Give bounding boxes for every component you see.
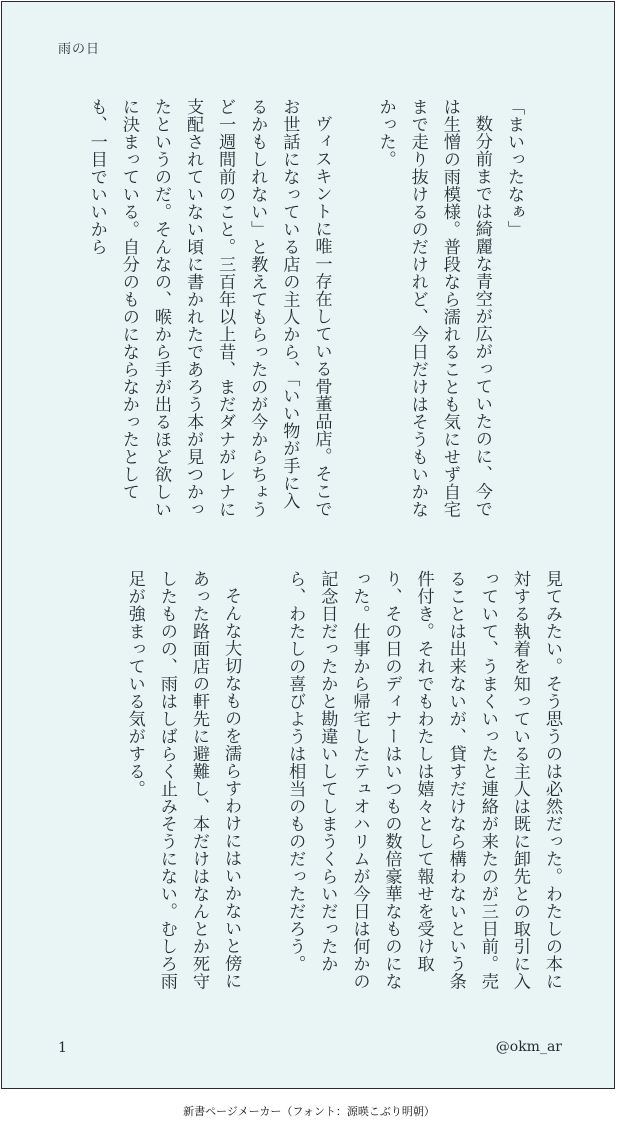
chapter-title: 雨の日	[58, 42, 101, 57]
lower-text-block	[50, 570, 568, 990]
paragraph: そんな大切なものを濡らすわけにはいかないと傍にあった路面店の軒先に避難し、本だけはなんとか死守したものの、雨はしばらく止みそうにない。むしろ雨足が強まっている気がする。	[124, 570, 242, 990]
paragraph: 数分前までは綺麗な青空が広がっていたのに、今では生憎の雨模様。普段なら濡れることも気にせず自宅まで走り抜けるのだけれど、今日だけはそうもいかなかった。	[375, 98, 492, 518]
page-number: 1	[58, 1040, 67, 1056]
author-handle: @okm_ar	[495, 1039, 562, 1055]
paragraph: ヴィスキントに唯一存在している骨董品店。そこでお世話になっている店の主人から、「いい物が手に入るかもしれない」と教えてもらったのが今からちょうど一週間前のこと。三百年以上昔、まだダナがレナに支配されていない頃に書かれたであろう本が見つかったというのだ。そんなの、喉から手が出るほど欲しいに決まっている。自分のものにならなかったとしても、一目でいいから	[86, 98, 332, 518]
paragraph	[247, 570, 279, 990]
upper-text-block	[68, 98, 530, 518]
novel-page	[1, 1, 615, 1089]
paragraph: 見てみたい。そう思うのは必然だった。わたしの本に対する執着を知っている主人は既に卸先との取引に入っていて、うまくいったと連絡が来たのが三日前。売ることは出来ないが、貸すだけなら構わないという条件付き。それでもわたしは嬉々として報せを受け取り、その日のディナーはいつもの数倍豪華なものになった。仕事から帰宅したテュオハリムが今日は何かの記念日だったかと勘違いしてしまうくらいだったから、わたしの喜びようは相当のものだっただろう。	[285, 570, 562, 990]
generator-caption: 新書ページメーカー（フォント：源暎こぶり明朝）	[183, 1105, 435, 1118]
paragraph: 「まいったなぁ」	[504, 98, 524, 238]
paragraph	[337, 98, 369, 518]
